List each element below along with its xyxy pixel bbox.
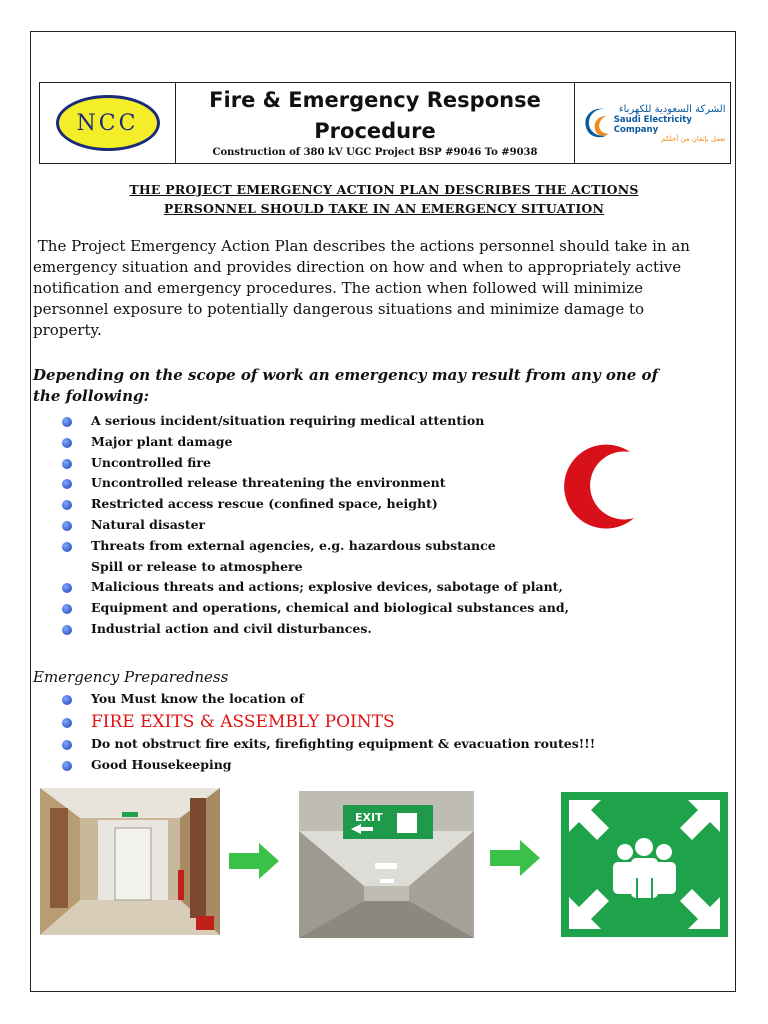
ncc-logo-cell — [40, 83, 176, 163]
list-item: Uncontrolled fire — [62, 453, 569, 474]
list-item: Do not obstruct fire exits, firefighting equipment & evacuation routes!!! — [62, 734, 595, 755]
list-item: You Must know the location of — [62, 689, 595, 710]
list-item: Major plant damage — [62, 432, 569, 453]
bullet-icon — [62, 500, 72, 510]
green-arrow-icon — [229, 841, 281, 881]
corridor-photo-2 — [299, 791, 474, 938]
scope-heading: Depending on the scope of work an emergency may result from any one of the following: — [33, 366, 659, 405]
corridor-photo-1 — [40, 788, 220, 935]
list-item: Equipment and operations, chemical and biological substances and, — [62, 598, 569, 619]
sec-logo-text — [614, 104, 726, 143]
list-item: Malicious threats and actions; explosive devices, sabotage of plant, — [62, 577, 569, 598]
bullet-icon — [62, 438, 72, 448]
list-item: Natural disaster — [62, 515, 569, 536]
bullet-icon — [62, 718, 72, 728]
bullet-icon — [62, 604, 72, 614]
sec-tagline: نعمل بإتقان من أجلكم — [661, 134, 726, 143]
sec-logo — [580, 95, 726, 151]
preparedness-heading: Emergency Preparedness — [33, 668, 229, 686]
list-item: Threats from external agencies, e.g. hazardous substance Spill or release to atmosphere — [62, 536, 569, 578]
green-arrow-icon — [490, 838, 542, 878]
document-header — [39, 82, 731, 164]
sec-english-name: Saudi Electricity Company — [613, 114, 692, 135]
assembly-point-icon — [561, 792, 728, 937]
bullet-icon — [62, 417, 72, 427]
sec-arabic-name: الشركة السعودية للكهرباء — [618, 103, 726, 115]
list-item: A serious incident/situation requiring medical attention — [62, 411, 569, 432]
list-item: Industrial action and civil disturbances. — [62, 619, 569, 640]
bullet-icon — [62, 583, 72, 593]
bullet-icon — [62, 695, 72, 705]
bullet-icon — [62, 542, 72, 552]
section-heading-line-1: THE PROJECT EMERGENCY ACTION PLAN DESCRIBES THE ACTIONS — [129, 182, 639, 197]
list-item: Restricted access rescue (confined space, height) — [62, 494, 569, 515]
list-item-continuation: Spill or release to atmosphere — [91, 558, 303, 574]
intro-paragraph: The Project Emergency Action Plan describes the actions personnel should take in an emergency situation and provides direction on how and when to appropriately active notification and emergency procedures. The action when followed will minimize personnel exposure to potentially dangerous situations and minimize damage to property. — [33, 237, 695, 339]
bullet-icon — [62, 740, 72, 750]
bullet-icon — [62, 521, 72, 531]
list-item: Good Housekeeping — [62, 755, 595, 776]
sec-logo-cell — [575, 83, 730, 163]
scope-list — [62, 411, 569, 640]
bullet-icon — [62, 761, 72, 771]
bullet-icon — [62, 625, 72, 635]
title-line-2: Procedure — [314, 119, 436, 143]
ncc-logo — [56, 95, 160, 151]
bullet-icon — [62, 459, 72, 469]
section-heading-line-2: PERSONNEL SHOULD TAKE IN AN EMERGENCY SITUATION — [163, 201, 605, 216]
list-item: Uncontrolled release threatening the environment — [62, 473, 569, 494]
bullet-icon — [62, 479, 72, 489]
sec-swoosh-icon — [580, 101, 610, 145]
ncc-logo-text: NCC — [76, 110, 139, 136]
page-title — [209, 85, 541, 147]
red-crescent-icon — [560, 440, 640, 530]
preparedness-list — [62, 689, 595, 775]
exit-sign-label: EXIT — [355, 811, 383, 824]
assembly-point-sign — [561, 792, 728, 937]
project-subtitle: Construction of 380 kV UGC Project BSP #9046 To #9038 — [212, 147, 538, 158]
title-cell — [176, 83, 575, 163]
title-line-1: Fire & Emergency Response — [209, 88, 541, 112]
list-item-highlight: FIRE EXITS & ASSEMBLY POINTS — [62, 710, 595, 734]
